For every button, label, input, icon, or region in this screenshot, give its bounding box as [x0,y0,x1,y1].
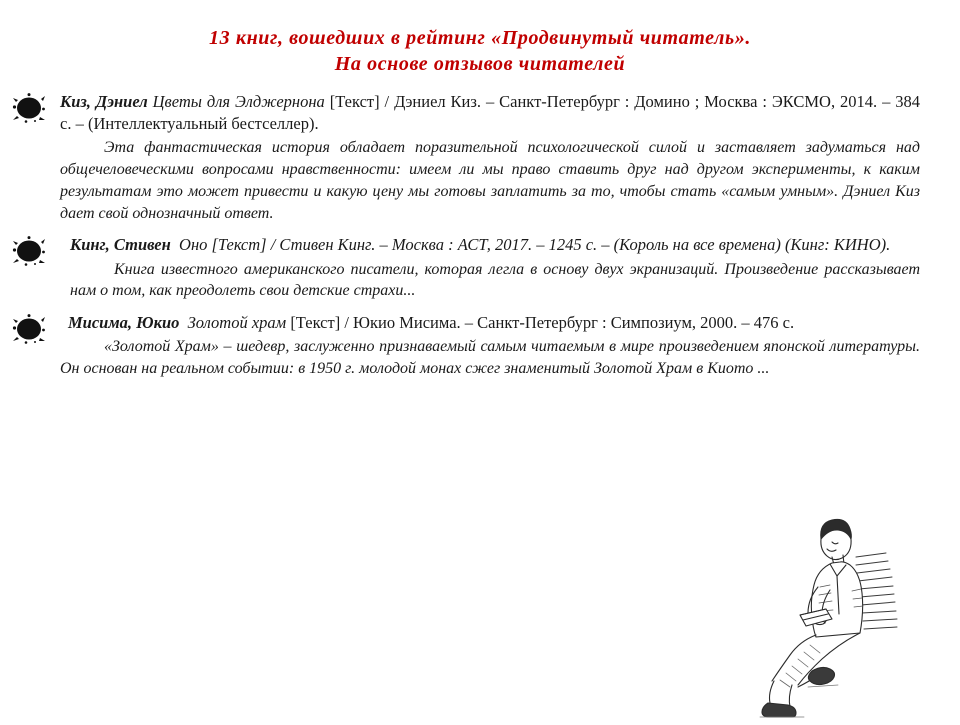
reference-details: [Текст] / Юкио Мисима. – Санкт-Петербург : Симпозиум, 2000. – 476 с. [286,313,795,333]
seated-reader-sketch [680,495,930,720]
reference-details: [Текст] / Стивен Кинг. – Москва : АСТ, 2017. – 1245 с. – (Король на все времена) (Кинг: КИНО). [207,235,891,255]
title-line-1: 13 книг, вошедших в рейтинг «Продвинутый читатель». [209,27,751,49]
page-title [0,0,960,77]
ink-blot-icon [12,236,46,266]
book-title: Золотой храм [187,313,287,333]
book-annotation: Книга известного американского писатели, которая легла в основу двух экранизаций. Произведение рассказывает нам о том, как преодолеть свои детские страхи... [70,260,920,300]
book-list [0,91,960,379]
title-line-2: На основе отзывов читателей [334,52,626,75]
reference-details: [Текст] / Дэниел Киз. – Санкт-Петербург : Домино ; Москва : ЭКСМО, 2014. – 384 с. – (Интеллектуальный бестселлер). [60,92,920,134]
book-title: Оно [179,235,208,255]
ink-blot-icon [12,93,46,123]
book-author: Кинг, Стивен [70,235,171,255]
bibliographic-reference [60,91,920,135]
book-title: Цветы для Элджернона [152,92,325,112]
bibliographic-reference [60,234,920,256]
book-annotation: «Золотой Храм» – шедевр, заслуженно признаваемый самым читаемым в мире произведением японской литературы. Он основан на реальном событии: в 1950 г. молодой монах сжег знаменитый Золотой Храм в Киото ... [60,338,920,377]
book-author: Киз, Дэниел [60,92,148,112]
book-author: Мисима, Юкио [68,313,180,333]
list-item [60,234,920,302]
bibliographic-reference [60,312,920,334]
list-item [60,312,920,380]
book-annotation: Эта фантастическая история обладает поразительной психологической силой и заставляет задуматься над общечеловеческими вопросами нравственности: имеем ли мы право ставить друг над другом эксперименты, к каким результатам это может привести и какую цену мы готовы заплатить за то, чтобы стать «самым умным». Дэниел Киз дает свой однозначный ответ. [60,139,920,222]
list-item [60,91,920,224]
ink-blot-icon [12,314,46,344]
